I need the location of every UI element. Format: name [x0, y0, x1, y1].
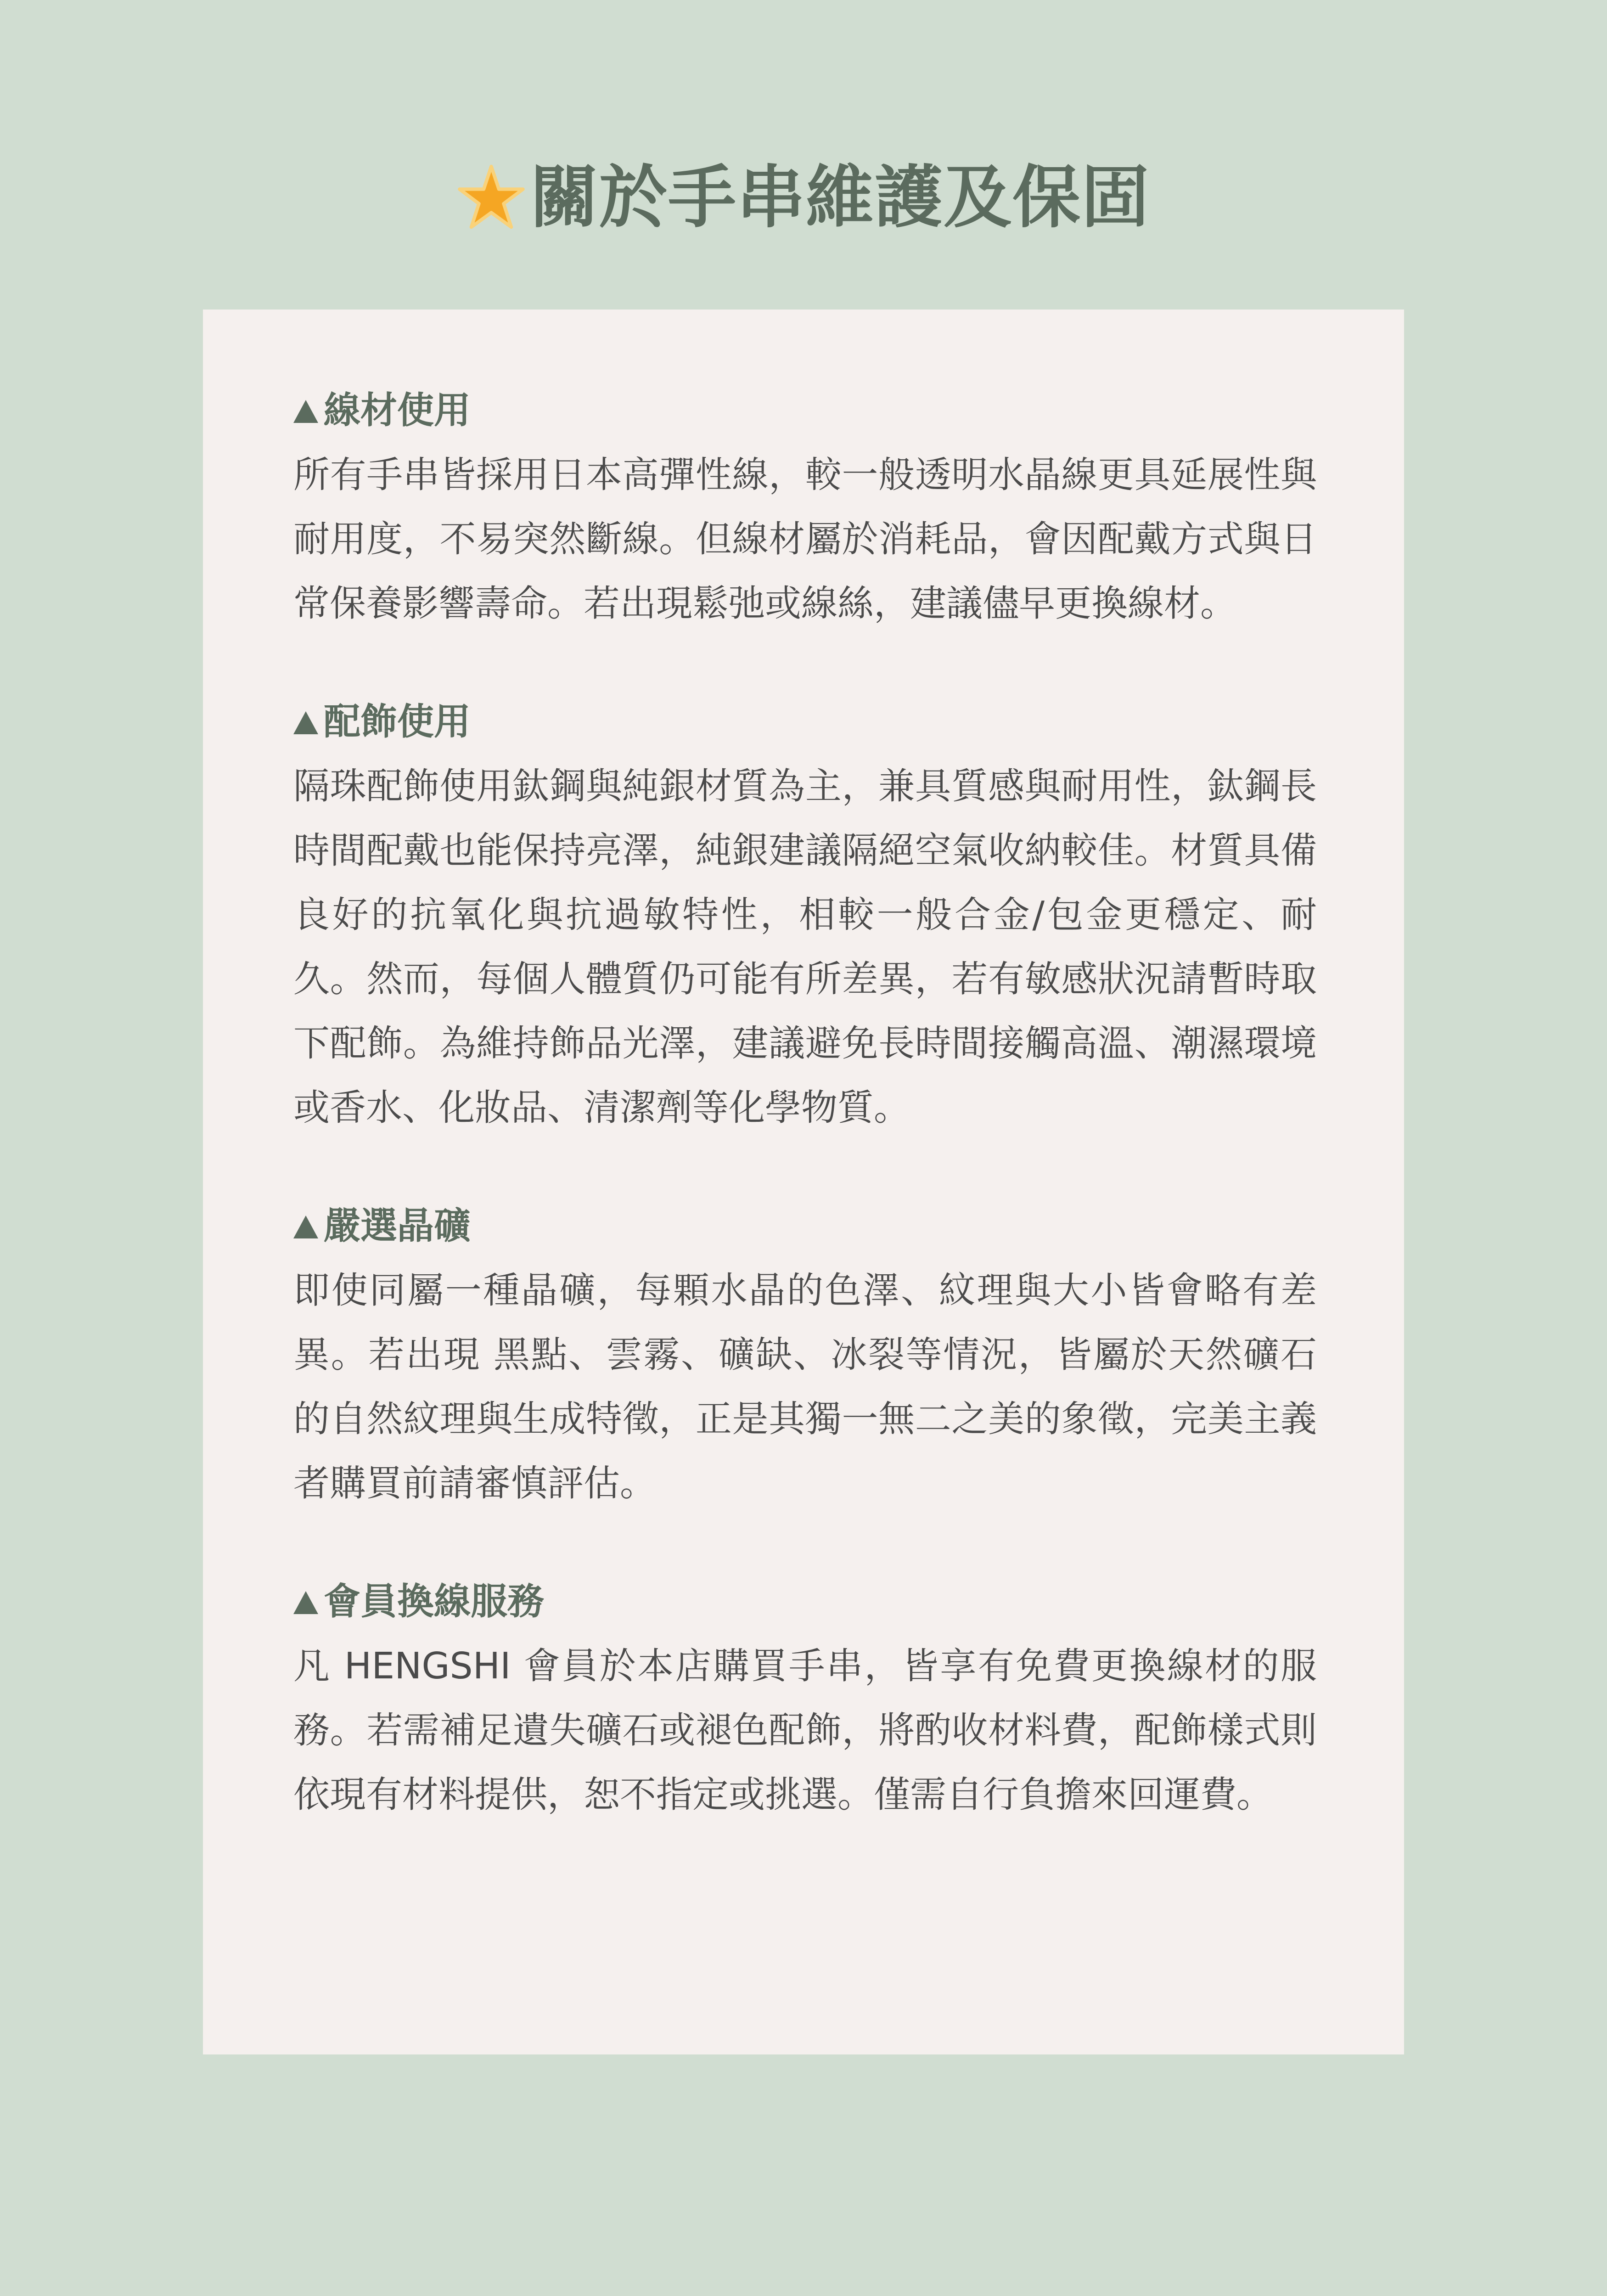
- page-title: 關於手串維護及保固: [530, 158, 1150, 237]
- section-body: 即使同屬一種晶礦，每顆水晶的色澤、紋理與大小皆會略有差異。若出現 黑點、雲霧、礦缺、冰裂等情況，皆屬於天然礦石的自然紋理與生成特徵，正是其獨一無二之美的象徵，完美主義者購買前請審慎評估。: [293, 1269, 1317, 1504]
- triangle-icon: [293, 1216, 318, 1238]
- section-heading-label: 配飾使用: [324, 700, 471, 743]
- section-crystals: [293, 1194, 1317, 1515]
- triangle-icon: [293, 711, 318, 734]
- section-wire: [293, 378, 1317, 636]
- section-heading: [293, 1194, 1317, 1258]
- section-body: 凡 HENGSHI 會員於本店購買手串，皆享有免費更換線材的服務。若需補足遺失礦石或褪色配飾，將酌收材料費，配飾樣式則依現有材料提供，恕不指定或挑選。僅需自行負擔來回運費。: [293, 1645, 1317, 1816]
- star-icon: [457, 163, 526, 232]
- section-heading-label: 會員換線服務: [324, 1580, 544, 1623]
- content-card: [203, 310, 1404, 2054]
- page-header: [0, 147, 1607, 248]
- section-accessories: [293, 690, 1317, 1140]
- section-member-service: [293, 1570, 1317, 1827]
- section-body: 所有手串皆採用日本高彈性線，較一般透明水晶線更具延展性與耐用度，不易突然斷線。但線材屬於消耗品，會因配戴方式與日常保養影響壽命。若出現鬆弛或線絲，建議儘早更換線材。: [293, 454, 1317, 625]
- section-body: 隔珠配飾使用鈦鋼與純銀材質為主，兼具質感與耐用性，鈦鋼長時間配戴也能保持亮澤，純銀建議隔絕空氣收納較佳。材質具備良好的抗氧化與抗過敏特性，相較一般合金/包金更穩定、耐久。然而，每個人體質仍可能有所差異，若有敏感狀況請暫時取下配飾。為維持飾品光澤，建議避免長時間接觸高溫、潮濕環境或香水、化妝品、清潔劑等化學物質。: [293, 765, 1317, 1129]
- triangle-icon: [293, 1591, 318, 1614]
- section-heading-label: 嚴選晶礦: [324, 1204, 471, 1247]
- section-heading-label: 線材使用: [324, 389, 471, 432]
- section-heading: [293, 378, 1317, 443]
- triangle-icon: [293, 400, 318, 423]
- section-heading: [293, 1570, 1317, 1634]
- section-heading: [293, 690, 1317, 754]
